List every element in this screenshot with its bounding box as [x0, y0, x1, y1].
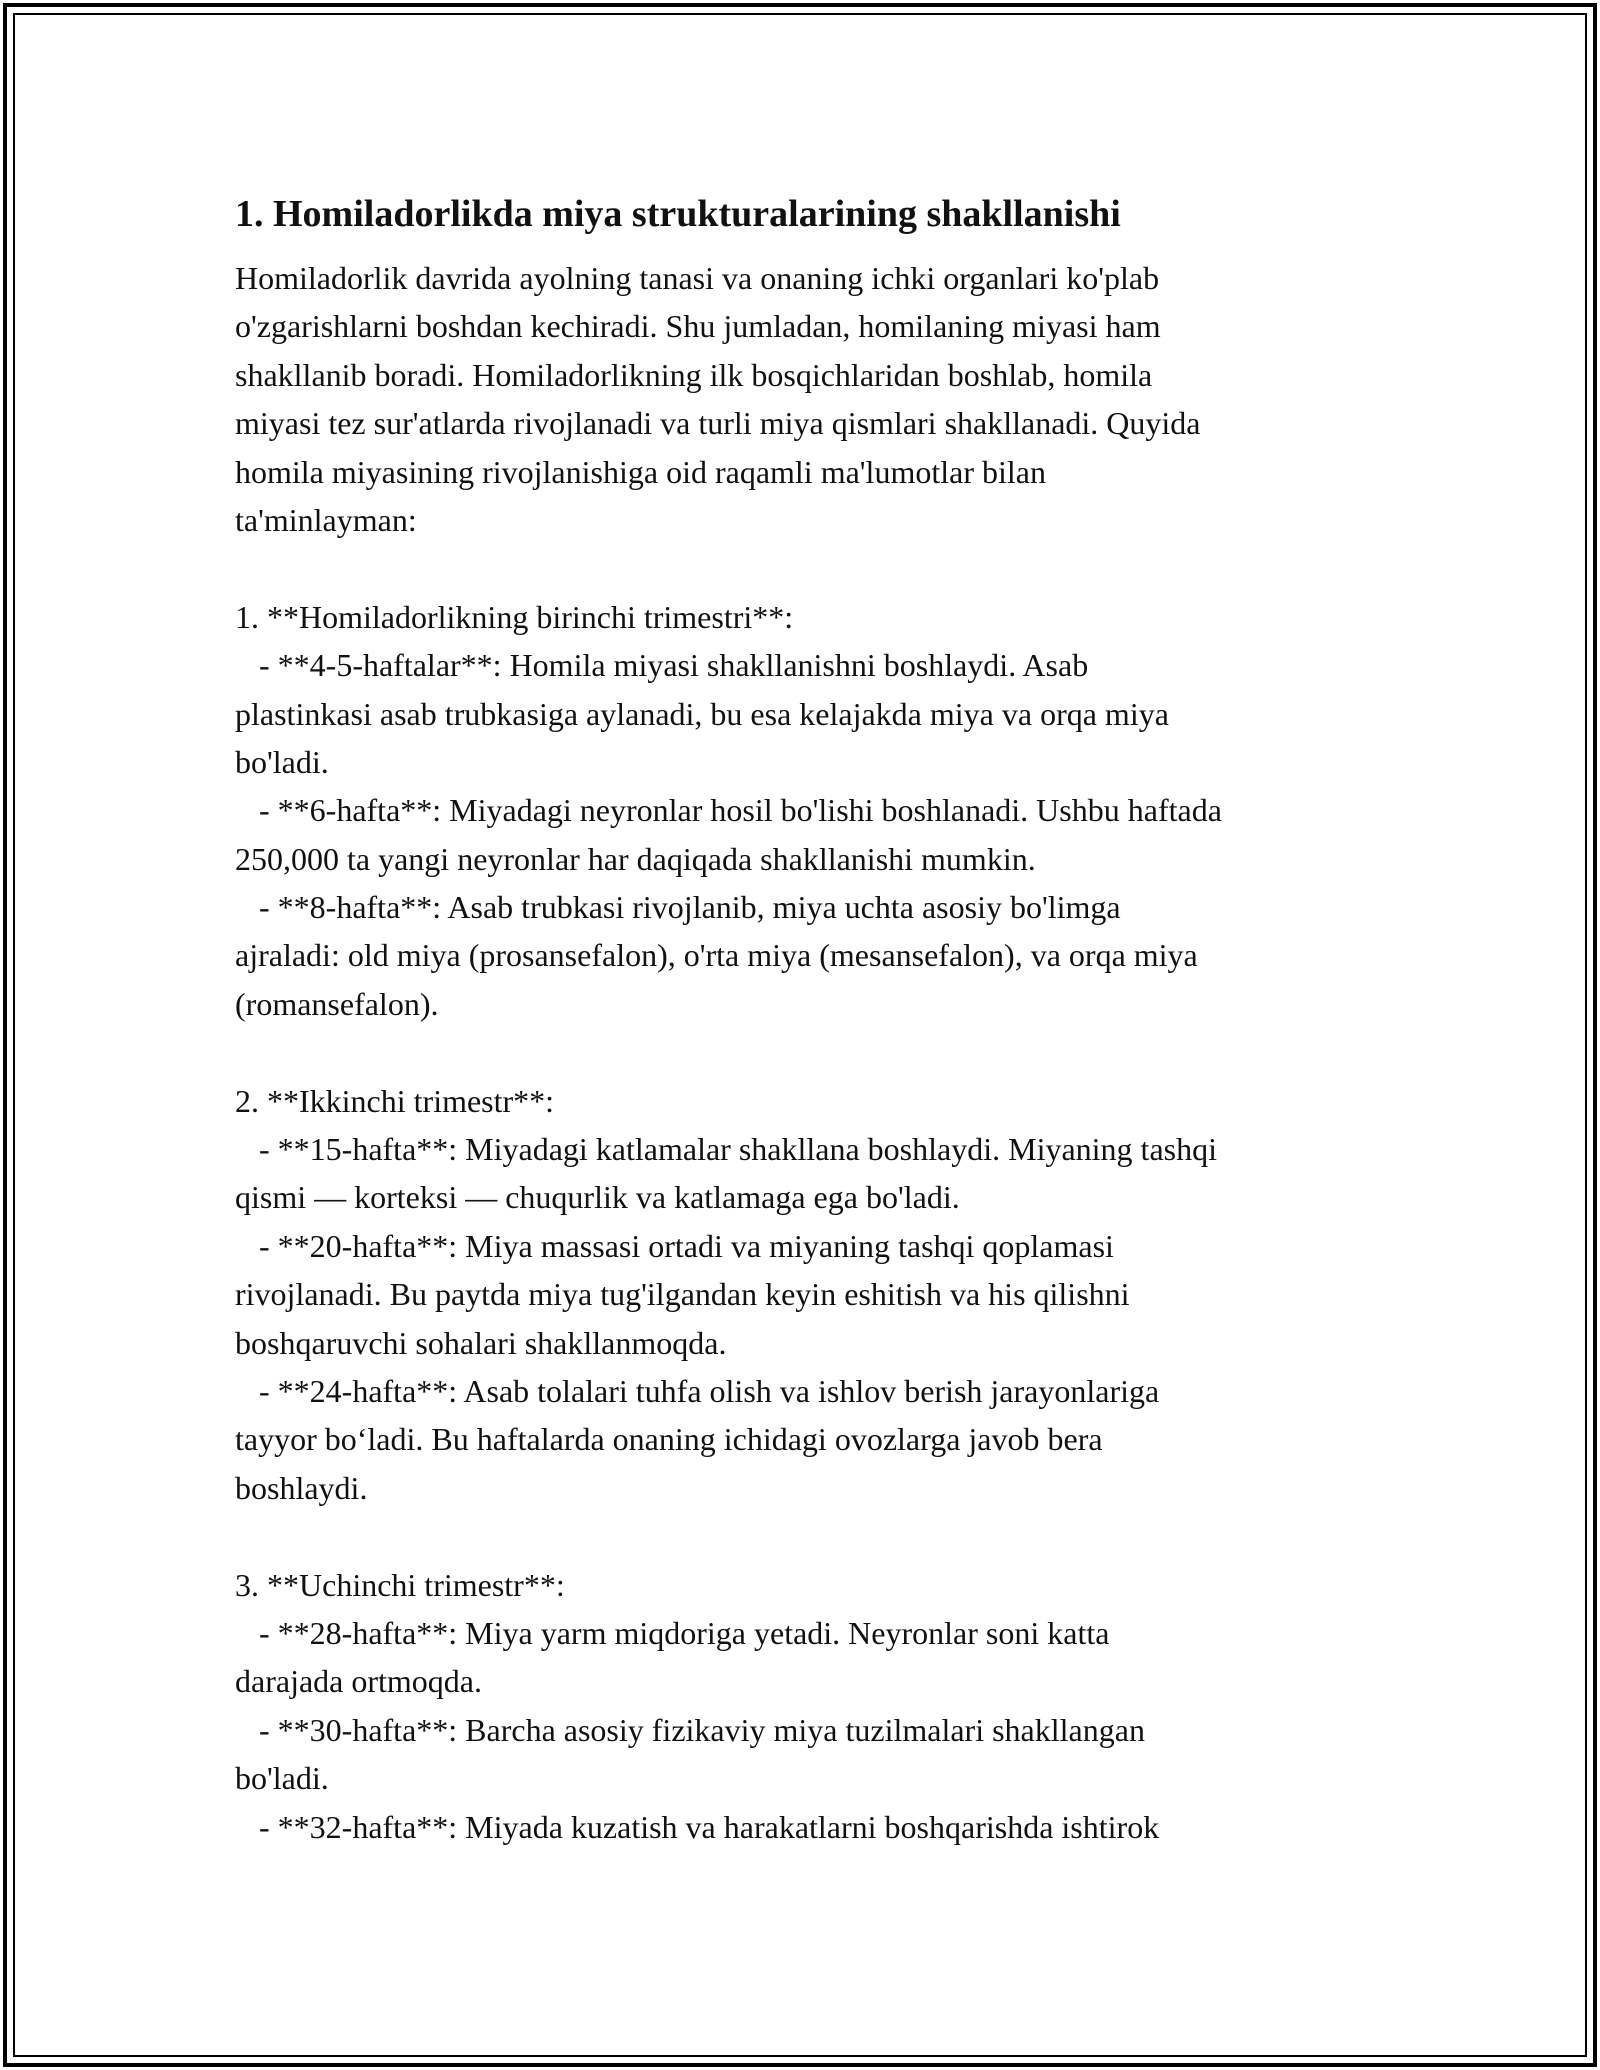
text-line — [235, 544, 1385, 592]
text-line: darajada ortmoqda. — [235, 1663, 482, 1700]
text-line: qismi — korteksi — chuqurlik va katlamaga ega bo'ladi. — [235, 1179, 960, 1216]
text-line: plastinkasi asab trubkasiga aylanadi, bu esa kelajakda miya va orqa miya — [235, 695, 1169, 732]
text-line: - **20-hafta**: Miya massasi ortadi va miyaning tashqi qoplamasi — [235, 1227, 1114, 1264]
text-line: rivojlanadi. Bu paytda miya tug'ilgandan keyin eshitish va his qilishni — [235, 1276, 1130, 1313]
text-line: - **6-hafta**: Miyadagi neyronlar hosil bo'lishi boshlanadi. Ushbu haftada — [235, 792, 1222, 829]
text-line: boshqaruvchi sohalari shakllanmoqda. — [235, 1324, 727, 1361]
text-line: - **8-hafta**: Asab trubkasi rivojlanib, miya uchta asosiy bo'limga — [235, 889, 1121, 926]
text-line: ta'minlayman: — [235, 501, 417, 538]
text-line: 2. **Ikkinchi trimestr**: — [235, 1082, 555, 1119]
text-line: - **24-hafta**: Asab tolalari tuhfa olish va ishlov berish jarayonlariga — [235, 1372, 1160, 1409]
document-content — [235, 188, 1385, 1851]
text-line: homila miyasining rivojlanishiga oid raqamli ma'lumotlar bilan — [235, 453, 1046, 490]
text-line: 3. **Uchinchi trimestr**: — [235, 1566, 565, 1603]
text-line: (romansefalon). — [235, 985, 439, 1022]
text-line: o'zgarishlarni boshdan kechiradi. Shu jumladan, homilaning miyasi ham — [235, 308, 1161, 345]
text-line: bo'ladi. — [235, 743, 329, 780]
text-line: 250,000 ta yangi neyronlar har daqiqada shakllanishi mumkin. — [235, 840, 1036, 877]
text-line: Homiladorlik davrida ayolning tanasi va onaning ichki organlari ko'plab — [235, 260, 1160, 296]
text-line: - **30-hafta**: Barcha asosiy fizikaviy miya tuzilmalari shakllangan — [235, 1711, 1145, 1748]
text-line — [235, 1028, 1385, 1076]
body-text — [235, 254, 1385, 1851]
text-line: boshlaydi. — [235, 1469, 368, 1506]
text-line: - **15-hafta**: Miyadagi katlamalar shakllana boshlaydi. Miyaning tashqi — [235, 1131, 1217, 1168]
text-line: miyasi tez sur'atlarda rivojlanadi va turli miya qismlari shakllanadi. Quyida — [235, 405, 1201, 442]
text-line: tayyor bo‘ladi. Bu haftalarda onaning ichidagi ovozlarga javob bera — [235, 1421, 1103, 1458]
text-line: - **4-5-haftalar**: Homila miyasi shakllanishni boshlaydi. Asab — [235, 647, 1089, 684]
text-line: - **28-hafta**: Miya yarm miqdoriga yetadi. Neyronlar soni katta — [235, 1614, 1110, 1651]
text-line: shakllanib boradi. Homiladorlikning ilk bosqichlaridan boshlab, homila — [235, 356, 1153, 393]
text-line: ajraladi: old miya (prosansefalon), o'rta miya (mesansefalon), va orqa miya — [235, 937, 1198, 974]
section-heading: 1. Homiladorlikda miya strukturalarining shakllanishi — [235, 193, 1121, 235]
text-line — [235, 1512, 1385, 1560]
text-line: - **32-hafta**: Miyada kuzatish va harakatlarni boshqarishda ishtirok — [235, 1808, 1160, 1845]
text-line: 1. **Homiladorlikning birinchi trimestri**: — [235, 598, 794, 635]
text-line: bo'ladi. — [235, 1760, 329, 1797]
